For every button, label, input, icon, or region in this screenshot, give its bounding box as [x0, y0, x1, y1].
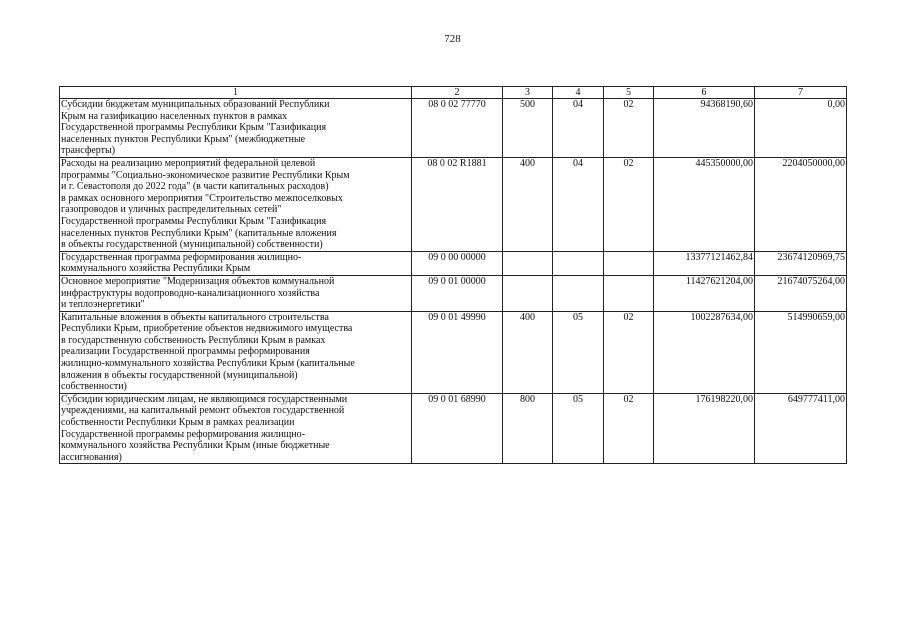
- amount-column-7: 23674120969,75: [755, 251, 847, 275]
- section-code: 04: [553, 99, 604, 158]
- row-description-line: собственности): [61, 381, 127, 393]
- row-description-line: Крым на газификацию населенных пунктов в рамках: [61, 110, 288, 122]
- amount-column-7: 514990659,00: [755, 311, 847, 393]
- row-description-line: Государственной программы Республики Крым "Газификация: [61, 215, 327, 227]
- expense-type-code: 500: [503, 99, 553, 158]
- amount-column-6: 94368190,60: [654, 99, 755, 158]
- row-description-line: Расходы на реализацию мероприятий федеральной целевой: [61, 157, 316, 169]
- subsection-code: [604, 275, 654, 311]
- amount-column-6: 11427621204,00: [654, 275, 755, 311]
- row-description-line: и г. Севастополя до 2022 года" (в части капитальных расходов): [61, 181, 329, 193]
- row-description-line: Основное мероприятие "Модернизация объектов коммунальной: [61, 275, 335, 287]
- table-row: [60, 157, 847, 251]
- row-description: [60, 311, 412, 393]
- column-header-2: 2: [412, 87, 503, 99]
- row-description-line: ассигнования): [61, 451, 122, 463]
- row-description-line: Капитальные вложения в объекты капитального строительства: [61, 311, 329, 323]
- amount-column-7: 21674075264,00: [755, 275, 847, 311]
- row-description-line: в рамках основного мероприятия "Строительство межпоселковых: [61, 192, 343, 204]
- table-row: [60, 311, 847, 393]
- section-code: 04: [553, 157, 604, 251]
- row-description: [60, 157, 412, 251]
- column-header-5: 5: [604, 87, 654, 99]
- subsection-code: 02: [604, 311, 654, 393]
- table-body: [60, 99, 847, 464]
- table-row: [60, 393, 847, 464]
- section-code: [553, 275, 604, 311]
- amount-column-6: 445350000,00: [654, 157, 755, 251]
- expense-type-code: 800: [503, 393, 553, 464]
- row-description-line: программы "Социально-экономическое развитие Республики Крым: [61, 169, 350, 181]
- row-description-line: коммунального хозяйства Республики Крым (иные бюджетные: [61, 440, 330, 452]
- row-description-line: инфраструктуры водопроводно-канализационного хозяйства: [61, 287, 320, 299]
- row-description-line: газопроводов и уличных распределительных сетей": [61, 204, 282, 216]
- budget-classification-code: 09 0 01 00000: [412, 275, 503, 311]
- row-description: [60, 275, 412, 311]
- row-description-line: в объекты государственной (муниципальной) собственности): [61, 239, 323, 251]
- budget-classification-code: 08 0 02 77770: [412, 99, 503, 158]
- row-description: [60, 393, 412, 464]
- row-description-line: жилищно-коммунального хозяйства Республики Крым (капитальные: [61, 358, 355, 370]
- subsection-code: 02: [604, 157, 654, 251]
- row-description-line: реализации Государственной программы реформирования: [61, 346, 310, 358]
- budget-classification-code: 09 0 01 68990: [412, 393, 503, 464]
- row-description-line: населенных пунктов Республики Крым" (капитальные вложения: [61, 227, 337, 239]
- table-row: [60, 99, 847, 158]
- header-row: [60, 87, 847, 99]
- table-row: [60, 251, 847, 275]
- expense-type-code: 400: [503, 311, 553, 393]
- row-description-line: Государственная программа реформирования жилищно-: [61, 251, 302, 263]
- subsection-code: 02: [604, 393, 654, 464]
- column-header-3: 3: [503, 87, 553, 99]
- row-description-line: Субсидии юридическим лицам, не являющимся государственными: [61, 393, 348, 405]
- row-description-line: коммунального хозяйства Республики Крым: [61, 263, 251, 275]
- row-description-line: населенных пунктов Республики Крым" (межбюджетные: [61, 133, 306, 145]
- amount-column-7: 2204050000,00: [755, 157, 847, 251]
- row-description-line: трансферты): [61, 145, 116, 157]
- expense-type-code: [503, 251, 553, 275]
- row-description-line: Субсидии бюджетам муниципальных образований Республики: [61, 99, 330, 110]
- expense-type-code: [503, 275, 553, 311]
- table-row: [60, 275, 847, 311]
- amount-column-7: 0,00: [755, 99, 847, 158]
- row-description-line: в государственную собственность Республики Крым в рамках: [61, 334, 326, 346]
- amount-column-6: 13377121462,84: [654, 251, 755, 275]
- row-description-line: и теплоэнергетики": [61, 299, 145, 311]
- budget-classification-code: 09 0 01 49990: [412, 311, 503, 393]
- section-code: [553, 251, 604, 275]
- column-header-7: 7: [755, 87, 847, 99]
- row-description-line: Государственной программы реформирования жилищно-: [61, 428, 305, 440]
- subsection-code: 02: [604, 99, 654, 158]
- row-description-line: вложения в объекты государственной (муниципальной): [61, 369, 298, 381]
- row-description-line: Государственной программы Республики Крым "Газификация: [61, 122, 327, 134]
- budget-classification-code: 08 0 02 R1881: [412, 157, 503, 251]
- amount-column-6: 1002287634,00: [654, 311, 755, 393]
- row-description-line: собственности Республики Крым в рамках реализации: [61, 417, 295, 429]
- budget-classification-code: 09 0 00 00000: [412, 251, 503, 275]
- column-header-4: 4: [553, 87, 604, 99]
- column-header-1: 1: [60, 87, 412, 99]
- row-description-line: Республики Крым, приобретение объектов недвижимого имущества: [61, 323, 353, 335]
- amount-column-7: 649777411,00: [755, 393, 847, 464]
- column-header-6: 6: [654, 87, 755, 99]
- amount-column-6: 176198220,00: [654, 393, 755, 464]
- row-description-line: учреждениями, на капитальный ремонт объектов государственной: [61, 405, 345, 417]
- expense-type-code: 400: [503, 157, 553, 251]
- section-code: 05: [553, 393, 604, 464]
- budget-table: [59, 86, 847, 464]
- subsection-code: [604, 251, 654, 275]
- section-code: 05: [553, 311, 604, 393]
- page-number: 728: [444, 33, 461, 45]
- row-description: [60, 251, 412, 275]
- row-description: [60, 99, 412, 158]
